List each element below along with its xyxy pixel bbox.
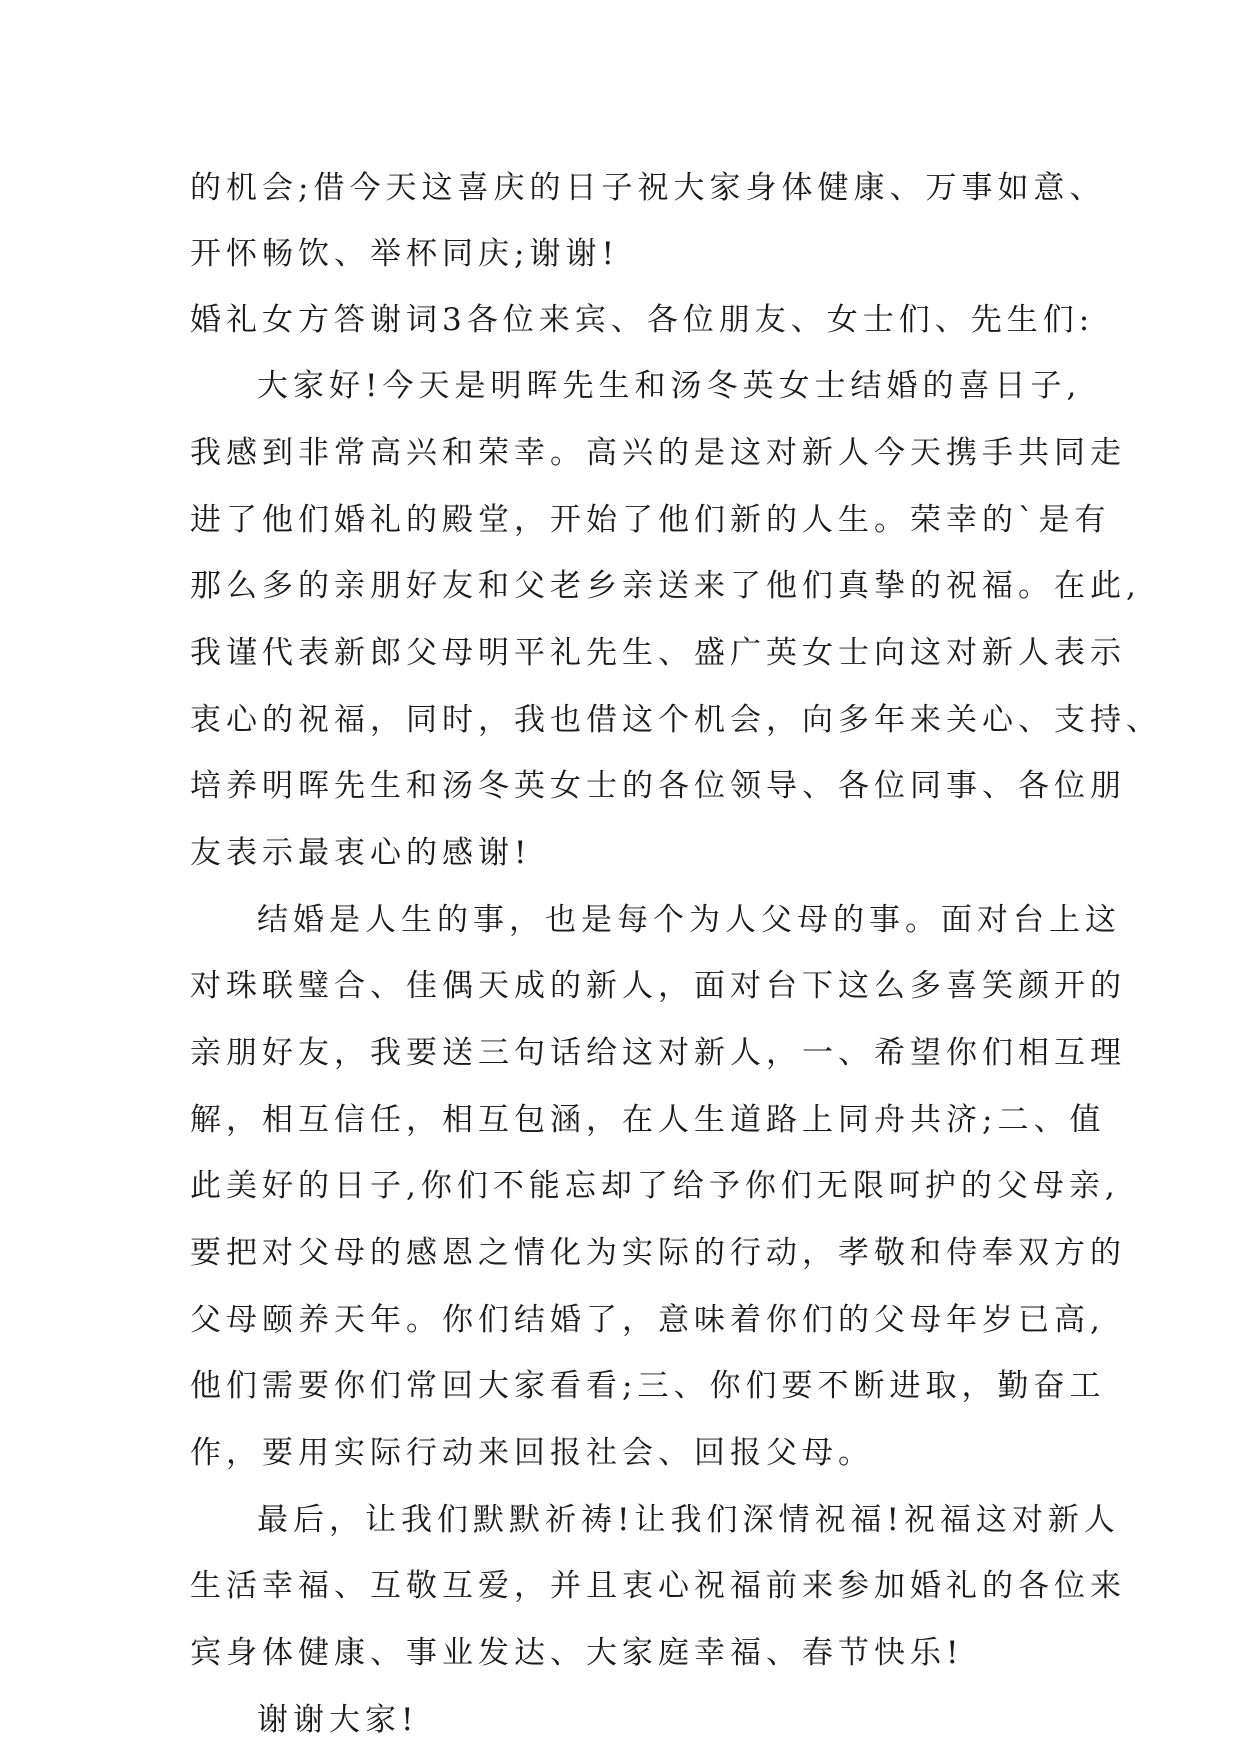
text-line: 亲朋好友，我要送三句话给这对新人，一、希望你们相互理 [190,1035,1126,1071]
text-line: 进了他们婚礼的殿堂，开始了他们新的人生。荣幸的`是有 [190,502,1111,538]
text-line: 那么多的亲朋好友和父老乡亲送来了他们真挚的祝福。在此, [190,568,1141,604]
text-line: 对珠联璧合、佳偶天成的新人，面对台下这么多喜笑颜开的 [190,968,1126,1004]
text-line: 开怀畅饮、举杯同庆;谢谢! [190,236,619,272]
text-line: 我谨代表新郎父母明平礼先生、盛广英女士向这对新人表示 [190,635,1126,671]
text-line: 培养明晖先生和汤冬英女士的各位领导、各位同事、各位朋 [190,768,1126,804]
text-line: 要把对父母的感恩之情化为实际的行动，孝敬和侍奉双方的 [190,1235,1126,1271]
paragraph-start-line: 结婚是人生的事，也是每个为人父母的事。面对台上这 [257,902,1121,938]
text-line: 父母颐养天年。你们结婚了，意味着你们的父母年岁已高, [190,1302,1105,1338]
section-heading-line: 婚礼女方答谢词3各位来宾、各位朋友、女士们、先生们: [190,302,1095,338]
text-line: 他们需要你们常回大家看看;三、你们要不断进取，勤奋工 [190,1368,1106,1404]
text-line: 友表示最衷心的感谢! [190,835,532,871]
text-line: 衷心的祝福，同时，我也借这个机会，向多年来关心、支持、 [190,702,1162,738]
paragraph-start-line: 大家好!今天是明晖先生和汤冬英女士结婚的喜日子, [257,368,1082,404]
text-line: 作，要用实际行动来回报社会、回报父母。 [190,1435,874,1471]
text-line: 解，相互信任，相互包涵，在人生道路上同舟共济;二、值 [190,1102,1106,1138]
text-line: 的机会;借今天这喜庆的日子祝大家身体健康、万事如意、 [190,170,1106,206]
closing-line: 谢谢大家! [257,1702,419,1738]
text-line: 我感到非常高兴和荣幸。高兴的是这对新人今天携手共同走 [190,435,1126,471]
text-line: 生活幸福、互敬互爱，并且衷心祝福前来参加婚礼的各位来 [190,1568,1126,1604]
paragraph-start-line: 最后，让我们默默祈祷!让我们深情祝福!祝福这对新人 [257,1502,1120,1538]
text-line: 宾身体健康、事业发达、大家庭幸福、春节快乐! [190,1635,964,1671]
text-line: 此美好的日子,你们不能忘却了给予你们无限呵护的父母亲, [190,1168,1120,1204]
